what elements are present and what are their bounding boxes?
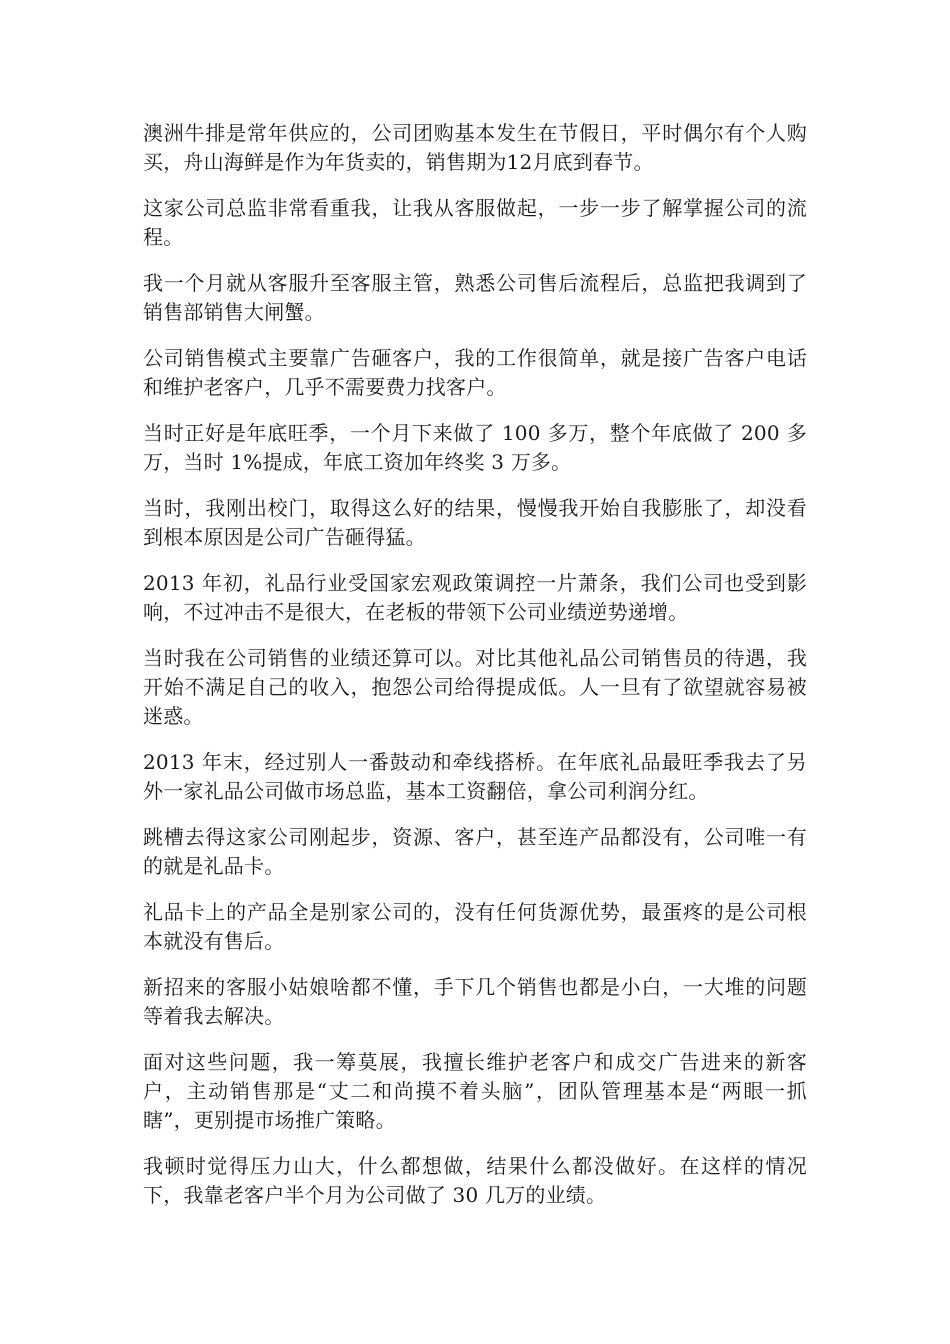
- paragraph: 这家公司总监非常看重我，让我从客服做起，一步一步了解掌握公司的流程。: [143, 196, 807, 249]
- paragraph: 2013 年末，经过别人一番鼓动和牵线搭桥。在年底礼品最旺季我去了另外一家礼品公司做市场总监，基本工资翻倍，拿公司利润分红。: [143, 750, 807, 803]
- paragraph: 面对这些问题，我一筹莫展，我擅长维护老客户和成交广告进来的新客户，主动销售那是“丈二和尚摸不着头脑”，团队管理基本是“两眼一抓瞎”，更别提市场推广策略。: [143, 1050, 807, 1132]
- paragraph: 当时正好是年底旺季，一个月下来做了 100 多万，整个年底做了 200 多万，当时 1%提成，年底工资加年终奖 3 万多。: [143, 421, 807, 474]
- paragraph: 新招来的客服小姑娘啥都不懂，手下几个销售也都是小白，一大堆的问题等着我去解决。: [143, 975, 807, 1028]
- paragraph: 我一个月就从客服升至客服主管，熟悉公司售后流程后，总监把我调到了销售部销售大闸蟹。: [143, 271, 807, 324]
- paragraph: 跳槽去得这家公司刚起步，资源、客户，甚至连产品都没有，公司唯一有的就是礼品卡。: [143, 825, 807, 878]
- paragraph: 公司销售模式主要靠广告砸客户，我的工作很简单，就是接广告客户电话和维护老客户，几乎不需要费力找客户。: [143, 346, 807, 399]
- article-body: [143, 119, 807, 1227]
- paragraph: 当时，我刚出校门，取得这么好的结果，慢慢我开始自我膨胀了，却没看到根本原因是公司广告砸得猛。: [143, 496, 807, 549]
- paragraph: 当时我在公司销售的业绩还算可以。对比其他礼品公司销售员的待遇，我开始不满足自己的收入，抱怨公司给得提成低。人一旦有了欲望就容易被迷惑。: [143, 646, 807, 728]
- paragraph: 2013 年初，礼品行业受国家宏观政策调控一片萧条，我们公司也受到影响，不过冲击不是很大，在老板的带领下公司业绩逆势递增。: [143, 571, 807, 624]
- paragraph: 礼品卡上的产品全是别家公司的，没有任何货源优势，最蛋疼的是公司根本就没有售后。: [143, 900, 807, 953]
- paragraph: 澳洲牛排是常年供应的，公司团购基本发生在节假日，平时偶尔有个人购买，舟山海鲜是作为年货卖的，销售期为12月底到春节。: [143, 121, 807, 174]
- paragraph: 我顿时觉得压力山大，什么都想做，结果什么都没做好。在这样的情况下，我靠老客户半个月为公司做了 30 几万的业绩。: [143, 1154, 807, 1207]
